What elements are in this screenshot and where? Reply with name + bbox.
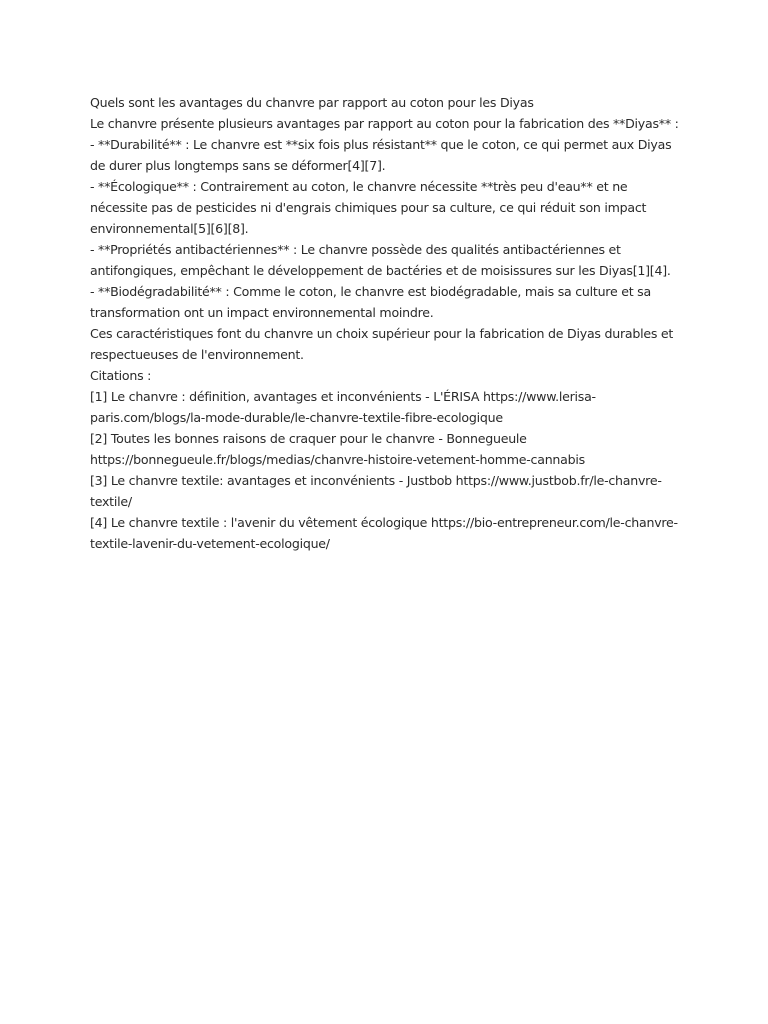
citation-4: [4] Le chanvre textile : l'avenir du vêtement écologique https://bio-entrepreneur.com/le-chanvre-textile-lavenir-du-vetement-ecologique/ bbox=[90, 515, 678, 551]
advantage-biodegradability: - **Biodégradabilité** : Comme le coton, le chanvre est biodégradable, mais sa culture et sa transformation ont un impact environnemental moindre. bbox=[90, 284, 651, 320]
citation-3: [3] Le chanvre textile: avantages et inconvénients - Justbob https://www.justbob.fr/le-chanvre-textile/ bbox=[90, 473, 662, 509]
citation-2: [2] Toutes les bonnes raisons de craquer pour le chanvre - Bonnegueule https://bonnegueule.fr/blogs/medias/chanvre-histoire-vetement-homme-cannabis bbox=[90, 431, 585, 467]
document-body bbox=[90, 92, 680, 554]
citation-1: [1] Le chanvre : définition, avantages et inconvénients - L'ÉRISA https://www.lerisa-paris.com/blogs/la-mode-durable/le-chanvre-textile-fibre-ecologique bbox=[90, 389, 596, 425]
conclusion-paragraph: Ces caractéristiques font du chanvre un choix supérieur pour la fabrication de Diyas durables et respectueuses de l'environnement. bbox=[90, 326, 674, 362]
advantage-antibacterial: - **Propriétés antibactériennes** : Le chanvre possède des qualités antibactériennes et antifongiques, empêchant le développement de bactéries et de moisissures sur les Diyas[1][4]. bbox=[90, 242, 671, 278]
advantage-ecological: - **Écologique** : Contrairement au coton, le chanvre nécessite **très peu d'eau** et ne nécessite pas de pesticides ni d'engrais chimiques pour sa culture, ce qui réduit son impact environnemental[5][6][8]. bbox=[90, 179, 647, 236]
advantage-durability: - **Durabilité** : Le chanvre est **six fois plus résistant** que le coton, ce qui permet aux Diyas de durer plus longtemps sans se déformer[4][7]. bbox=[90, 137, 672, 173]
document-title: Quels sont les avantages du chanvre par rapport au coton pour les Diyas bbox=[90, 95, 534, 110]
citations-heading: Citations : bbox=[90, 368, 152, 383]
intro-paragraph: Le chanvre présente plusieurs avantages par rapport au coton pour la fabrication des **Diyas** : bbox=[90, 116, 679, 131]
